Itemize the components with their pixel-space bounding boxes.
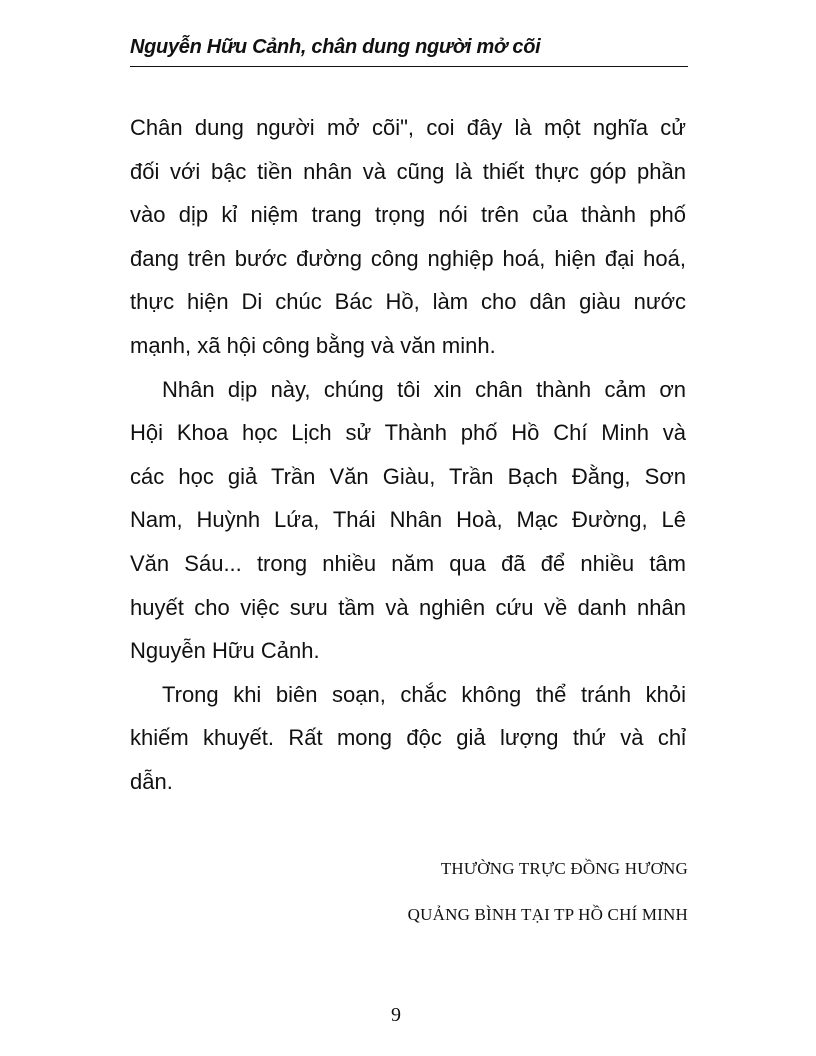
body-line: huyết cho việc sưu tầm và nghiên cứu về danh nhân xyxy=(130,594,686,620)
body-line: khiếm khuyết. Rất mong độc giả lượng thứ và chỉ xyxy=(130,725,686,751)
running-head: Nguyễn Hữu Cảnh, chân dung người mở cõi xyxy=(130,36,541,58)
signature-line-2: QUẢNG BÌNH TẠI TP HỒ CHÍ MINH xyxy=(407,905,688,924)
body-text xyxy=(130,106,686,804)
body-line: mạnh, xã hội công bằng và văn minh. xyxy=(130,332,496,358)
body-line: đối với bậc tiền nhân và cũng là thiết thực góp phần xyxy=(130,158,686,184)
body-line: Nguyễn Hữu Cảnh. xyxy=(130,638,320,664)
body-line: vào dịp kỉ niệm trang trọng nói trên của thành phố xyxy=(130,202,686,228)
body-line: dẫn. xyxy=(130,768,173,794)
body-line: đang trên bước đường công nghiệp hoá, hiện đại hoá, xyxy=(130,245,686,271)
body-line: Văn Sáu... trong nhiều năm qua đã để nhiều tâm xyxy=(130,550,686,576)
header-rule xyxy=(130,66,688,67)
body-line: Chân dung người mở cõi", coi đây là một nghĩa cử xyxy=(130,115,686,140)
page-number: 9 xyxy=(391,1004,401,1026)
body-line: các học giả Trần Văn Giàu, Trần Bạch Đằng, Sơn xyxy=(130,463,686,489)
body-line: Hội Khoa học Lịch sử Thành phố Hồ Chí Minh và xyxy=(130,420,686,446)
body-line: thực hiện Di chúc Bác Hồ, làm cho dân giàu nước xyxy=(130,289,686,315)
signature-block xyxy=(408,846,688,938)
body-line: Trong khi biên soạn, chắc không thể tránh khỏi xyxy=(162,681,686,707)
body-line: Nhân dịp này, chúng tôi xin chân thành cảm ơn xyxy=(162,376,686,402)
signature-line-1: THƯỜNG TRỰC ĐỒNG HƯƠNG xyxy=(440,859,688,878)
body-line: Nam, Huỳnh Lứa, Thái Nhân Hoà, Mạc Đường, Lê xyxy=(130,507,686,533)
